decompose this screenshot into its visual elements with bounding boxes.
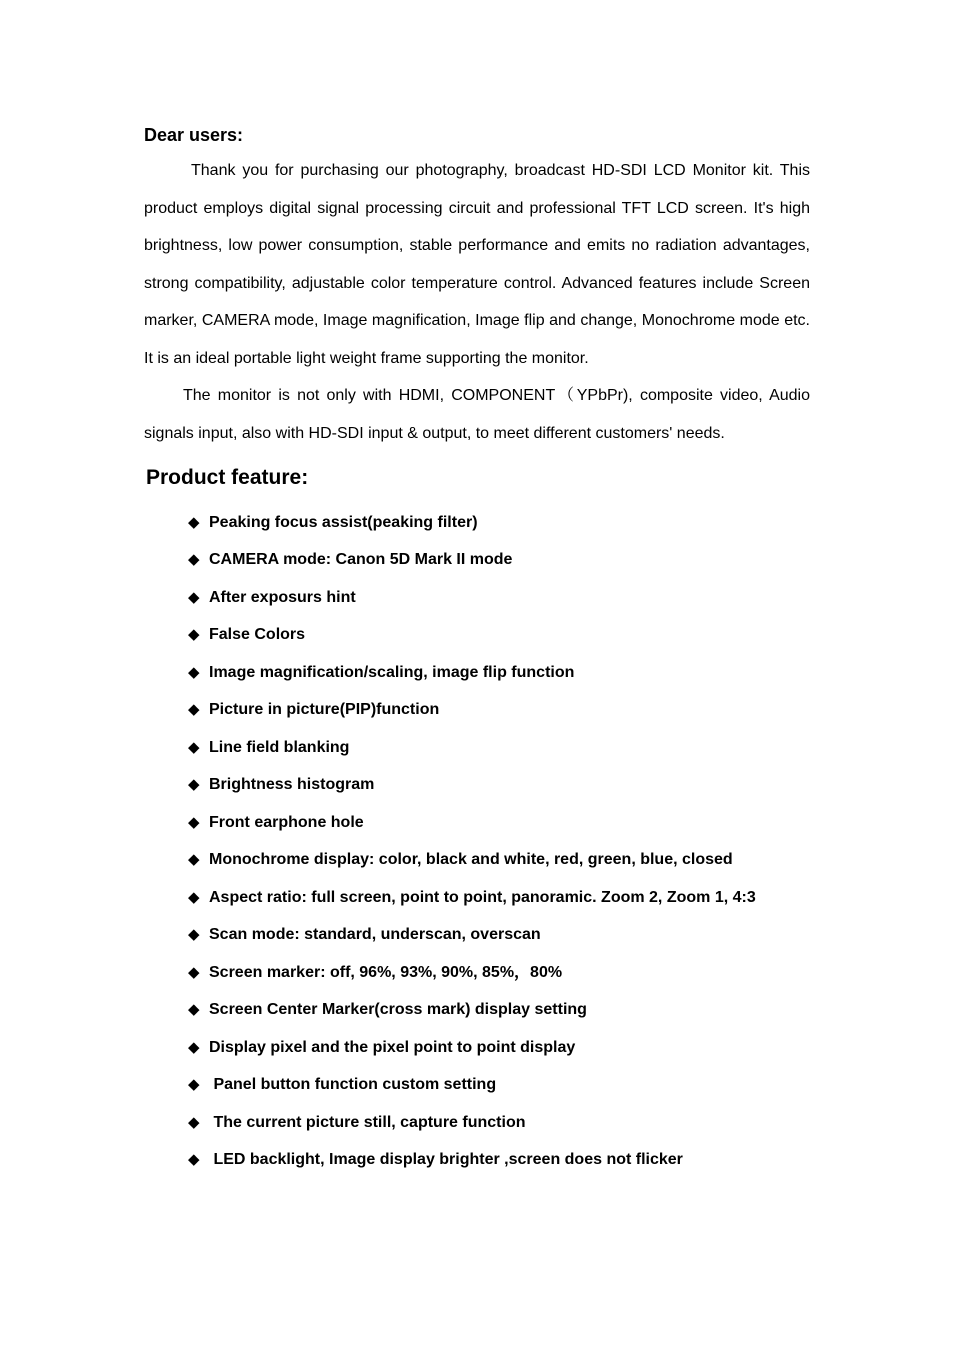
feature-text: Display pixel and the pixel point to point display [209,1038,576,1056]
feature-text: Peaking focus assist(peaking filter) [209,513,478,531]
diamond-bullet-icon: ◆ [188,963,200,981]
feature-item [188,579,828,617]
feature-list [188,504,828,1179]
feature-item [188,992,828,1030]
feature-text: Image magnification/scaling, image flip function [209,663,575,681]
feature-item [188,879,828,917]
feature-item [188,692,828,730]
diamond-bullet-icon: ◆ [188,813,200,831]
diamond-bullet-icon: ◆ [188,513,200,531]
diamond-bullet-icon: ◆ [188,738,200,756]
feature-item [188,917,828,955]
feature-item [188,1142,828,1180]
feature-text: The current picture still, capture function [209,1113,526,1131]
diamond-bullet-icon: ◆ [188,1151,200,1169]
feature-text: Picture in picture(PIP)function [209,701,440,719]
feature-item [188,1029,828,1067]
feature-item [188,804,828,842]
feature-text: After exposurs hint [209,588,356,606]
diamond-bullet-icon: ◆ [188,588,200,606]
intro-text [144,152,810,452]
diamond-bullet-icon: ◆ [188,551,200,569]
feature-text: Brightness histogram [209,776,375,794]
feature-item [188,842,828,880]
product-feature-heading: Product feature: [146,466,309,489]
feature-item [188,954,828,992]
feature-text: Aspect ratio: full screen, point to point, panoramic. Zoom 2, Zoom 1, 4:3 [209,888,756,906]
feature-text: False Colors [209,626,306,644]
feature-text: Front earphone hole [209,813,364,831]
diamond-bullet-icon: ◆ [188,701,200,719]
feature-item [188,542,828,580]
feature-text: Line field blanking [209,738,350,756]
diamond-bullet-icon: ◆ [188,1001,200,1019]
feature-text: CAMERA mode: Canon 5D Mark II mode [209,551,513,569]
feature-item [188,654,828,692]
feature-item [188,504,828,542]
feature-text: LED backlight, Image display brighter ,screen does not flicker [209,1151,683,1169]
feature-text: Scan mode: standard, underscan, overscan [209,926,541,944]
feature-text: Screen marker: off, 96%, 93%, 90%, 85%，80% [209,963,563,981]
diamond-bullet-icon: ◆ [188,888,200,906]
feature-item [188,1104,828,1142]
diamond-bullet-icon: ◆ [188,1076,200,1094]
diamond-bullet-icon: ◆ [188,1038,200,1056]
intro-paragraph-1: Thank you for purchasing our photography, broadcast HD-SDI LCD Monitor kit. This product employs digital signal processing circuit and professional TFT LCD screen. It's high brightness, low power consumption, stable performance and emits no radiation advantages, strong compatibility, adjustable color temperature control. Advanced features include Screen marker, CAMERA mode, Image magnification, Image flip and change, Monochrome mode etc. It is an ideal portable light weight frame supporting the monitor. [144,162,810,367]
intro-paragraph-2: The monitor is not only with HDMI, COMPONENT（YPbPr), composite video, Audio signals input, also with HD-SDI input & output, to meet different customers' needs. [144,387,810,442]
diamond-bullet-icon: ◆ [188,926,200,944]
feature-item [188,617,828,655]
diamond-bullet-icon: ◆ [188,851,200,869]
diamond-bullet-icon: ◆ [188,776,200,794]
feature-text: Monochrome display: color, black and white, red, green, blue, closed [209,851,733,869]
diamond-bullet-icon: ◆ [188,626,200,644]
diamond-bullet-icon: ◆ [188,1113,200,1131]
feature-item [188,729,828,767]
diamond-bullet-icon: ◆ [188,663,200,681]
feature-item [188,767,828,805]
feature-text: Screen Center Marker(cross mark) display setting [209,1001,587,1019]
greeting-heading: Dear users: [144,125,244,145]
feature-text: Panel button function custom setting [209,1076,497,1094]
feature-item [188,1067,828,1105]
